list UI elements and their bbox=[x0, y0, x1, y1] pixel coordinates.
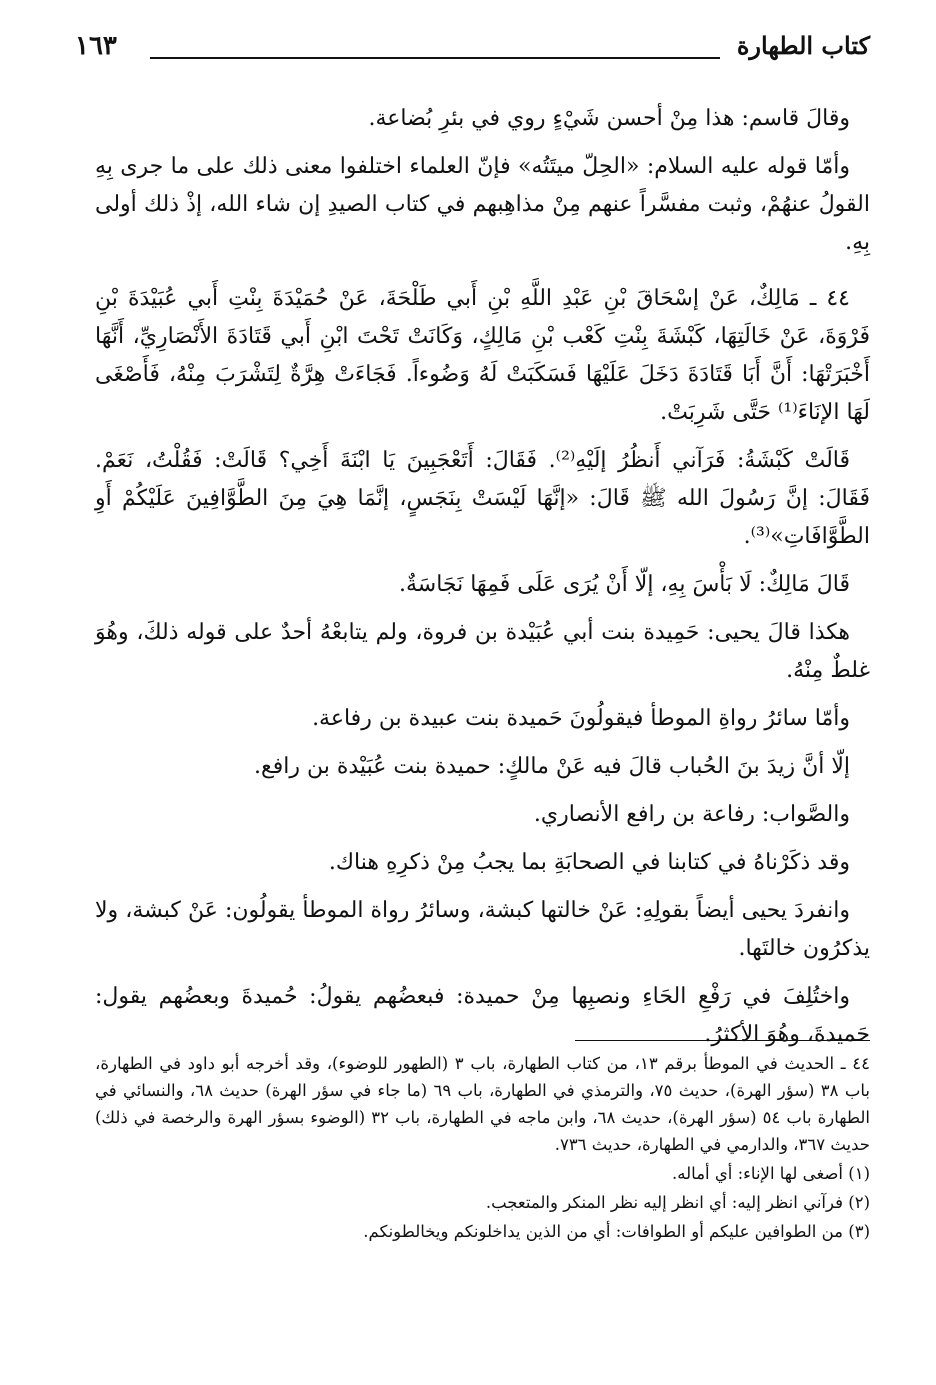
paragraph: وأمّا قوله عليه السلام: «الحِلّ ميتَتُه» فإنّ العلماء اختلفوا معنى ذلك على ما جرى بِهِ القولُ عنهُمْ، وثبت مفسَّراً عنهم مِنْ مذاهِبهم في كتاب الصيدِ إن شاء الله، إذْ ذلك أولى بِهِ. bbox=[95, 154, 870, 255]
paragraph: وانفردَ يحيى أيضاً بقولِهِ: عَنْ خالتها كبشة، وسائرُ رواة الموطأ يقولُون: عَنْ كبشة، ولا يذكرُون خالتَها. bbox=[95, 898, 870, 961]
footnote-source: ٤٤ ـ الحديث في الموطأ برقم ١٣، من كتاب الطهارة، باب ٣ (الطهور للوضوء)، وقد أخرجه أبو داود في الطهارة، باب ٣٨ (سؤر الهرة)، حديث ٧٥، والترمذي في الطهارة، باب ٦٩ (ما جاء في سؤر الهرة) حديث ٦٨، والنسائي في الطهارة باب ٥٤ (سؤر الهرة)، حديث ٦٨، وابن ماجه في الطهارة، باب ٣٢ (الوضوء بسؤر الهرة والرخصة في ذلك) حديث ٣٦٧، والدارمي في الطهارة، حديث ٧٣٦. bbox=[95, 1054, 870, 1154]
paragraph: والصَّواب: رفاعة بن رافع الأنصاري. bbox=[533, 802, 850, 827]
paragraph: وقد ذكَرْناهُ في كتابنا في الصحابَةِ بما يجبُ مِنْ ذكرِهِ هناك. bbox=[328, 850, 850, 875]
book-page bbox=[75, 30, 870, 1360]
paragraph: قَالَتْ كَبْشَةُ: فَرَآني أَنظُرُ إلَيْهِ⁽²⁾. فَقَالَ: أَتَعْجَبِينَ يَا ابْنَةَ أَخِي؟ قَالَتْ: فَقُلْتُ، نَعَمْ. فَقَالَ: إنَّ رَسُولَ الله ﷺ قَالَ: «إنَّهَا لَيْسَتْ بِنَجَسٍ، إنَّمَا هِيَ مِنَ الطَّوَّافِينَ عَلَيْكُمْ أَوِ الطَّوَّافَاتِ»⁽³⁾. bbox=[95, 448, 870, 549]
hadith-paragraph: ٤٤ ـ مَالِكٌ، عَنْ إسْحَاقَ بْنِ عَبْدِ اللَّهِ بْنِ أَبي طَلْحَةَ، عَنْ حُمَيْدَةَ بِنْتِ أَبي عُبَيْدَةَ بْنِ فَرْوَةَ، عَنْ خَالَتِهَا، كَبْشَةَ بِنْتِ كَعْب بْنِ مَالِكٍ، وَكَانَتْ تَحْتَ ابْنِ أَبي قَتَادَةَ الأَنْصَارِيِّ، أَنَّهَا أَخْبَرَتْهَا: أَنَّ أَبَا قَتَادَةَ دَخَلَ عَلَيْهَا فَسَكَبَتْ لَهُ وَضُوءاً. فَجَاءَتْ هِرَّةٌ لِتَشْرَبَ مِنْهُ، فَأَصْغَى لَهَا الإنَاءَ⁽¹⁾ حَتَّى شَرِبَتْ. bbox=[95, 286, 870, 425]
page-number: ١٦٣ bbox=[75, 31, 117, 61]
book-title: كتاب الطهارة bbox=[736, 31, 870, 60]
main-text bbox=[95, 100, 870, 1064]
paragraph: وأمّا سائرُ رواةِ الموطأ فيقولُونَ حَميدة بنت عبيدة بن رفاعة. bbox=[312, 706, 850, 731]
footnote-3: (٣) من الطوافين عليكم أو الطوافات: أي من الذين يداخلونكم ويخالطونكم. bbox=[363, 1222, 870, 1241]
paragraph: قَالَ مَالِكٌ: لَا بَأْسَ بِهِ، إلّا أَنْ يُرَى عَلَى فَمِهَا نَجَاسَةٌ. bbox=[398, 572, 850, 597]
paragraph: هكذا قالَ يحيى: حَمِيدة بنت أبي عُبَيْدة بن فروة، ولم يتابعْهُ أحدٌ على قوله ذلكَ، وهُوَ غلطٌ مِنْهُ. bbox=[95, 620, 870, 683]
footnote-rule bbox=[575, 1040, 870, 1041]
header-rule bbox=[150, 57, 720, 59]
paragraph: واختُلِفَ في رَفْعِ الحَاءِ ونصبِها مِنْ حميدة: فبعضُهم يقولُ: حُميدةَ وبعضُهم يقول: حَميدةَ، وهُوَ الأكثرُ. bbox=[95, 984, 870, 1047]
footnote-2: (٢) فرآني انظر إليه: أي انظر إليه نظر المنكر والمتعجب. bbox=[485, 1193, 870, 1212]
paragraph: إلّا أنَّ زيدَ بنَ الحُباب قالَ فيه عَنْ مالكٍ: حميدة بنت عُبَيْدة بن رافع. bbox=[254, 754, 850, 779]
footnotes bbox=[95, 1050, 870, 1247]
page-header bbox=[75, 30, 870, 70]
footnote-1: (١) أصغى لها الإناء: أي أماله. bbox=[672, 1164, 870, 1183]
paragraph: وقالَ قاسم: هذا مِنْ أحسن شَيْءٍ روي في بئرِ بُضاعة. bbox=[368, 106, 850, 131]
